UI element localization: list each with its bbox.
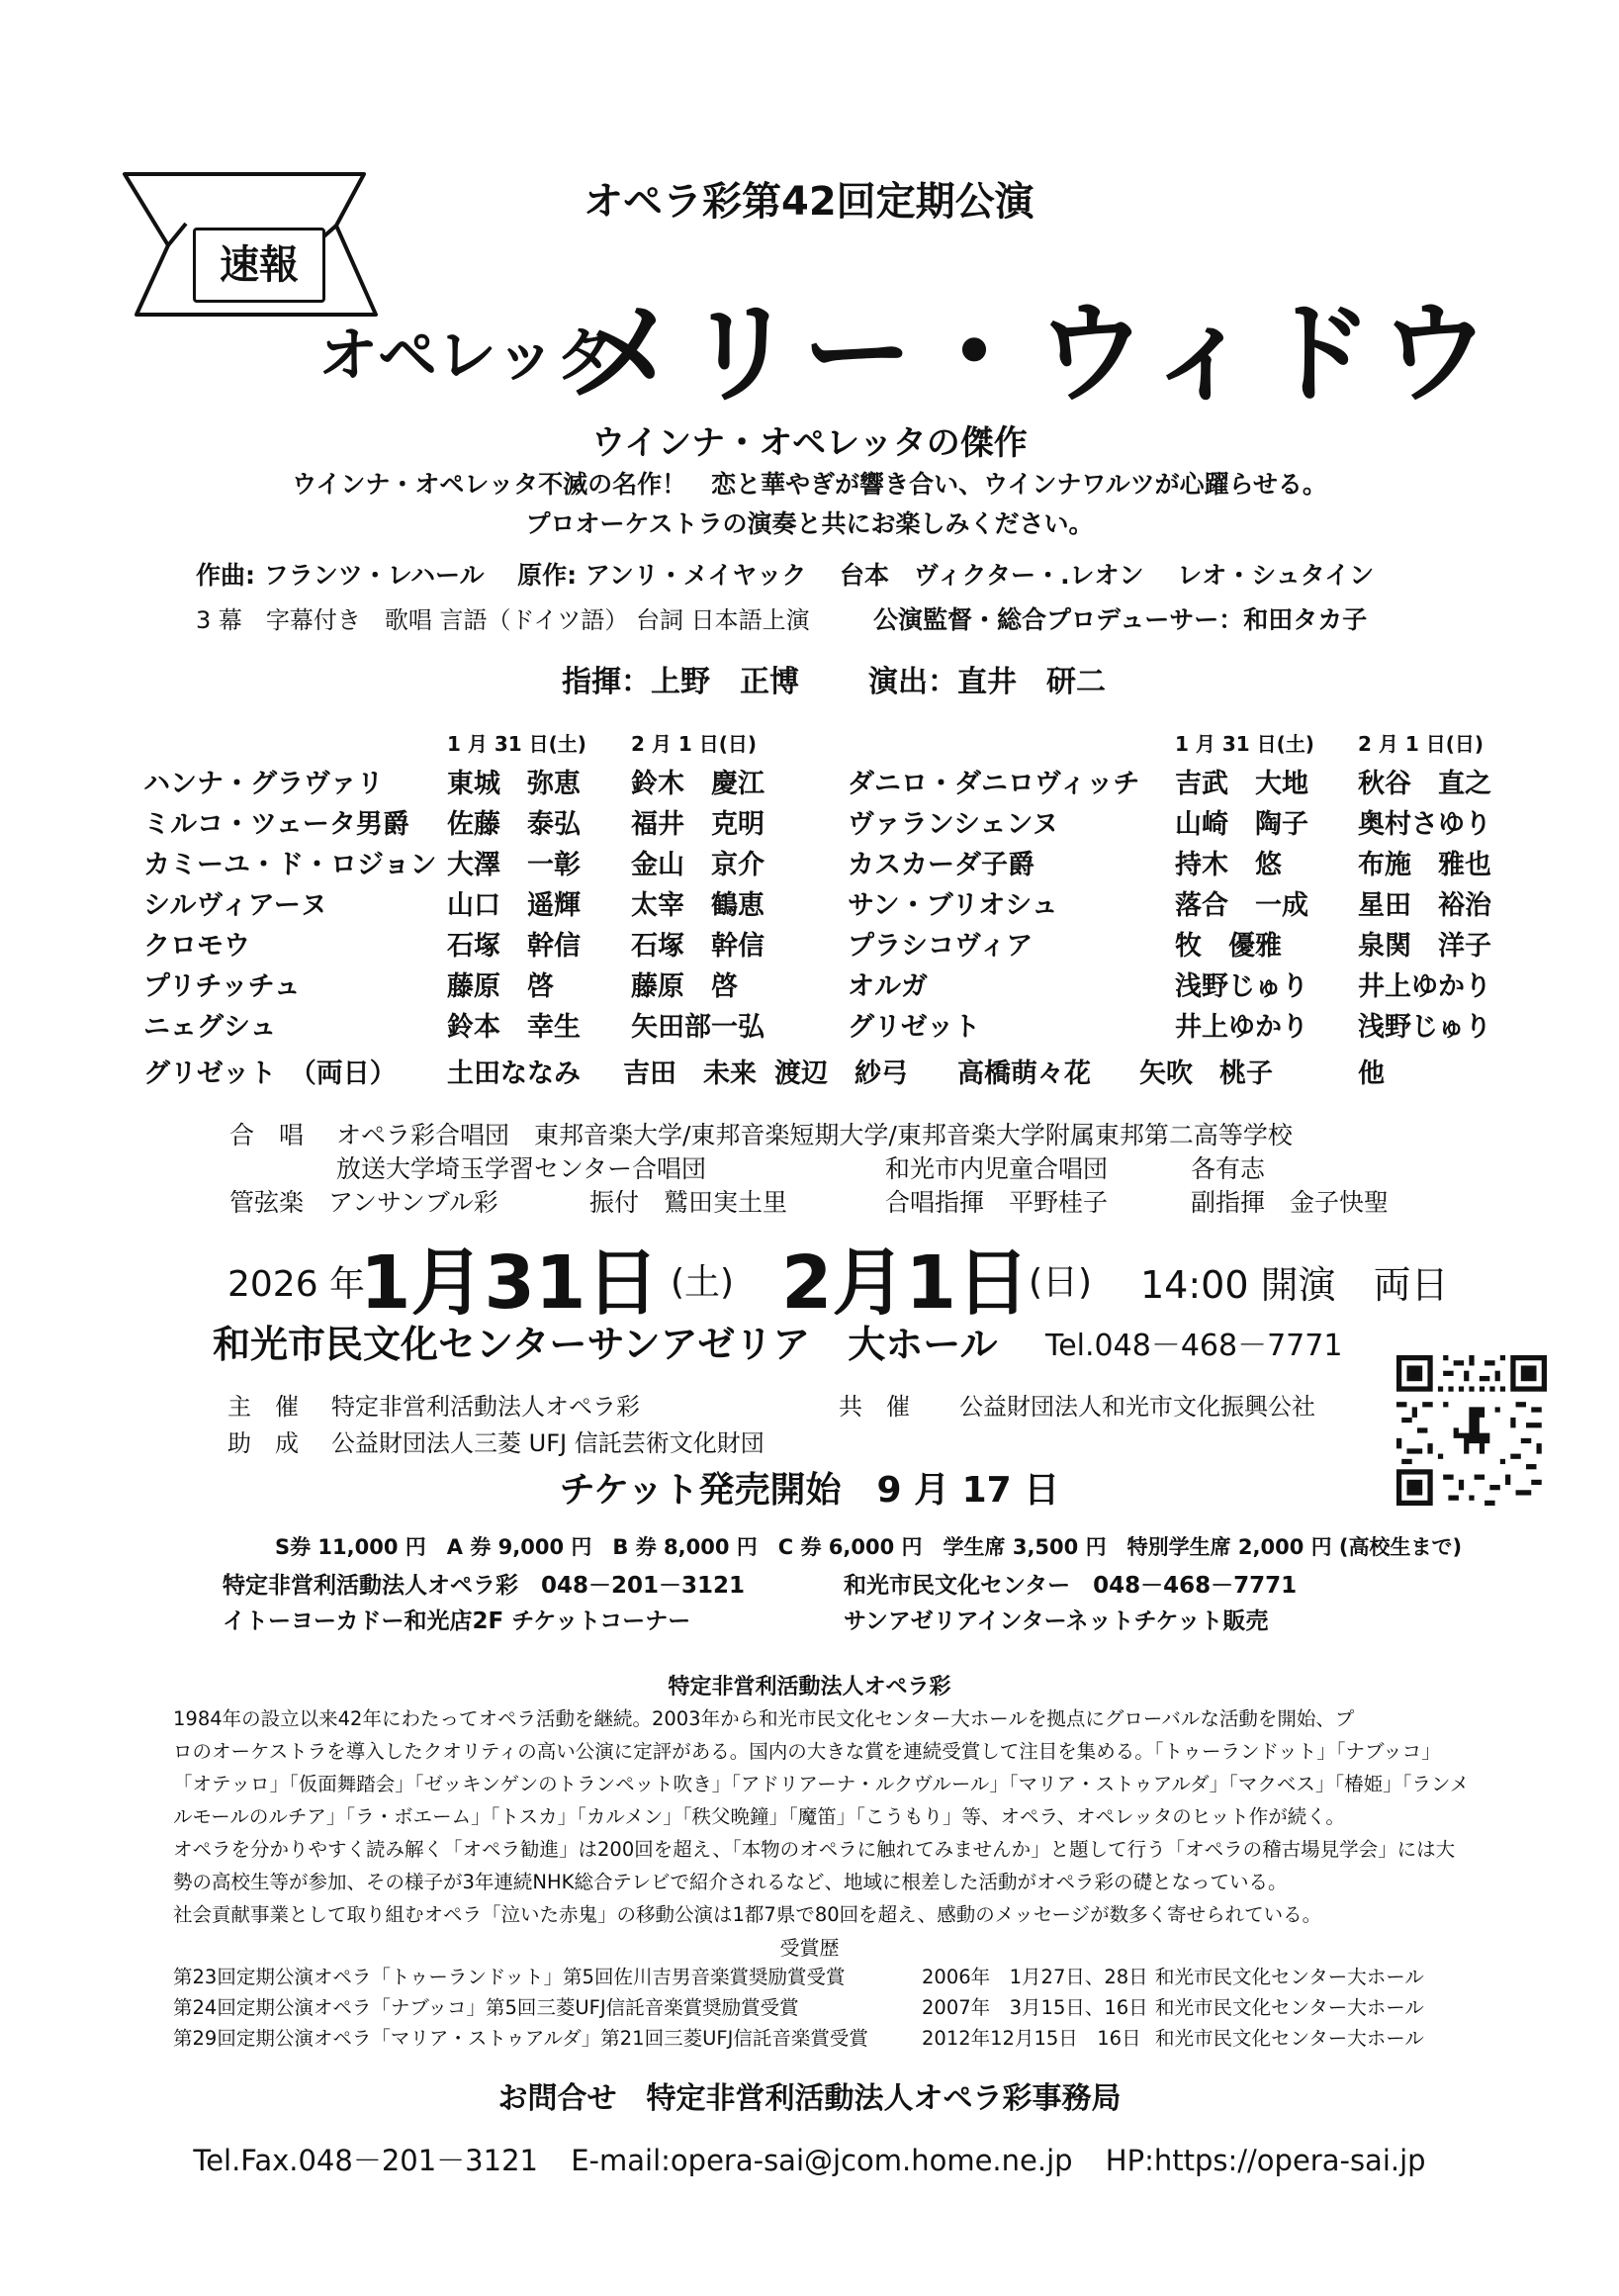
about-line: 勢の高校生等が参加、その様子が3年連続NHK総合テレビで紹介されるなど、地域に根差した活動がオペラ彩の礎となっている。 xyxy=(173,1871,1288,1893)
choreographer: 振付 鷲田実土里 xyxy=(589,1188,788,1217)
cast-name: 落合 一成 xyxy=(1175,890,1308,921)
grisette-role: グリゼット （両日） xyxy=(143,1058,397,1089)
grisette-name: 吉田 未来 xyxy=(623,1058,757,1089)
pre-title: オペラ彩第42回定期公演 xyxy=(584,179,1034,225)
cast-date-header-left-1: 1 月 31 日(土) xyxy=(447,732,586,756)
about-line: オペラを分かりやすく読み解く「オペラ勧進」は200回を超え、「本物のオペラに触れてみませんか」と題して行う「オペラの稽古場見学会」には大 xyxy=(173,1838,1456,1861)
cast-role: ニェグシュ xyxy=(143,1012,277,1043)
award-date: 2007年 3月15日、16日 xyxy=(922,1996,1148,2019)
about-line: ロのオーケストラを導入したクオリティの高い公演に定評がある。国内の大きな賞を連続受賞して注目を集める。「トゥーランドット」「ナブッコ」 xyxy=(173,1740,1441,1763)
cast-role: シルヴィアーヌ xyxy=(143,890,327,921)
contact-email[interactable]: E-mail:opera-sai@jcom.home.ne.jp xyxy=(571,2144,1073,2177)
about-line: 1984年の設立以来42年にわたってオペラ活動を継続。2003年から和光市民文化センター大ホールを拠点にグローバルな活動を開始、プ xyxy=(173,1707,1355,1730)
awards-title: 受賞歴 xyxy=(779,1936,840,1960)
chorus-volunteers: 各有志 xyxy=(1191,1154,1266,1183)
conductor-credit: 指揮：上野 正博 xyxy=(562,665,799,699)
cast-role: プラシコヴィア xyxy=(848,931,1034,962)
support: 公益財団法人三菱 UFJ 信託芸術文化財団 xyxy=(331,1429,765,1457)
co-host-label: 共 催 xyxy=(839,1393,910,1421)
assistant-conductor: 副指揮 金子快聖 xyxy=(1191,1188,1390,1217)
co-host: 公益財団法人和光市文化振興公社 xyxy=(959,1393,1315,1421)
grisette-name: 渡辺 紗弓 xyxy=(774,1058,908,1089)
cast-name: 牧 優雅 xyxy=(1175,931,1282,962)
inquiry: お問合せ 特定非営利活動法人オペラ彩事務局 xyxy=(497,2081,1122,2116)
venue-tel: Tel.048－468－7771 xyxy=(1045,1329,1343,1363)
award-place: 和光市民文化センター大ホール xyxy=(1155,1996,1424,2019)
ticket-prices: S券 11,000 円 A 券 9,000 円 B 券 8,000 円 C 券 6,000 円 学生席 3,500 円 特別学生席 2,000 円 (高校生まで) xyxy=(275,1535,1463,1559)
performance-dow-2: (日) xyxy=(1029,1262,1093,1303)
catchphrase-1: ウインナ・オペレッタ不滅の名作！ 恋と華やぎが響き合い、ウインナワルツが心躍らせる。 xyxy=(292,470,1327,499)
cast-name: 持木 悠 xyxy=(1175,850,1282,880)
grisette-name: 土田ななみ xyxy=(447,1058,581,1089)
cast-name: 吉武 大地 xyxy=(1175,769,1308,799)
performance-date-1: 1月31日 xyxy=(360,1240,660,1326)
cast-name: 星田 裕治 xyxy=(1358,890,1491,921)
chorus-line-1: オペラ彩合唱団 東邦音楽大学/東邦音楽短期大学/東邦音楽大学附属東邦第二高等学校 xyxy=(336,1121,1293,1149)
about-line: 「オテッロ」「仮面舞踏会」「ゼッキンゲンのトランペット吹き」「アドリアーナ・ルクヴルール」「マリア・ストゥアルダ」「マクベス」「椿姫」「ランメ xyxy=(173,1773,1470,1795)
host: 特定非営利活動法人オペラ彩 xyxy=(331,1393,640,1421)
cast-name: 藤原 啓 xyxy=(631,971,738,1002)
cast-role: ヴァランシェンヌ xyxy=(848,809,1059,840)
cast-name: 鈴本 幸生 xyxy=(447,1012,581,1043)
cast-role: オルガ xyxy=(848,971,928,1002)
cast-name: 石塚 幹信 xyxy=(631,931,765,962)
contact-homepage[interactable]: HP:https://opera-sai.jp xyxy=(1105,2144,1426,2177)
cast-role: プリチッチュ xyxy=(143,971,301,1002)
chorus-master: 合唱指揮 平野桂子 xyxy=(885,1188,1109,1217)
cast-name: 浅野じゅり xyxy=(1358,1012,1491,1043)
cast-name: 泉関 洋子 xyxy=(1358,931,1491,962)
cast-role: サン・ブリオシュ xyxy=(848,890,1058,921)
performance-date-2: 2月1日 xyxy=(781,1240,1030,1326)
cast-name: 鈴木 慶江 xyxy=(631,769,765,799)
cast-name: 布施 雅也 xyxy=(1358,850,1491,880)
subtitle: ウインナ・オペレッタの傑作 xyxy=(591,423,1028,463)
performance-time: 14:00 開演 両日 xyxy=(1140,1263,1449,1307)
contact-line xyxy=(0,2139,1619,2179)
grisette-name: 矢吹 桃子 xyxy=(1139,1058,1273,1089)
award-text: 第29回定期公演オペラ「マリア・ストゥアルダ」第21回三菱UFJ信託音楽賞受賞 xyxy=(173,2027,868,2050)
page-title: メリー・ウィドウ xyxy=(569,289,1496,418)
ticket-outlet-4: サンアゼリアインターネットチケット販売 xyxy=(844,1608,1269,1634)
producer-credit: 公演監督・総合プロデューサー：和田タカ子 xyxy=(873,605,1368,634)
about-line: ルモールのルチア」「ラ・ボエーム」「トスカ」「カルメン」「秩父晩鐘」「魔笛」「こうもり」等、オペラ、オペレッタのヒット作が続く。 xyxy=(173,1805,1345,1828)
performance-dow-1: (土) xyxy=(671,1262,735,1303)
chorus-line-2: 放送大学埼玉学習センター合唱団 xyxy=(336,1154,707,1183)
cast-name: 金山 京介 xyxy=(631,850,765,880)
credits-line-2: 3 幕 字幕付き 歌唱 言語（ドイツ語） 台詞 日本語上演 xyxy=(196,606,810,634)
cast-role: ハンナ・グラヴァリ xyxy=(143,769,384,799)
cast-name: 浅野じゅり xyxy=(1175,971,1308,1002)
credits-line-1: 作曲: フランツ・レハール 原作: アンリ・メイヤック 台本 ヴィクター・.レオン レオ・シュタイン xyxy=(196,561,1375,590)
award-date: 2006年 1月27日、28日 xyxy=(922,1966,1148,1988)
genre-label: オペレッタ xyxy=(318,321,615,391)
catchphrase-2: プロオーケストラの演奏と共にお楽しみください。 xyxy=(525,509,1094,538)
contact-tel: Tel.Fax.048－201－3121 xyxy=(193,2144,538,2177)
cast-name: 福井 克明 xyxy=(631,809,765,840)
cast-name: 山口 遥輝 xyxy=(447,890,581,921)
grisette-name: 高橋萌々花 xyxy=(957,1058,1091,1089)
cast-name: 秋谷 直之 xyxy=(1358,769,1491,799)
cast-name: 山崎 陶子 xyxy=(1175,809,1308,840)
venue: 和光市民文化センターサンアゼリア 大ホール xyxy=(213,1323,998,1366)
ticket-sale-start: チケット発売開始 9 月 17 日 xyxy=(559,1470,1060,1511)
ticket-outlet-2: 和光市民文化センター 048－468－7771 xyxy=(844,1573,1298,1599)
ticket-outlet-3: イトーヨーカドー和光店2F チケットコーナー xyxy=(223,1608,691,1634)
cast-name: 東城 弥恵 xyxy=(447,769,581,799)
director-credit: 演出：直井 研二 xyxy=(868,665,1106,699)
cast-name: 奥村さゆり xyxy=(1358,809,1491,840)
cast-role: カミーユ・ド・ロジョン xyxy=(143,850,437,880)
host-label: 主 催 xyxy=(227,1393,299,1421)
cast-role: グリゼット xyxy=(848,1012,981,1043)
grisette-etc: 他 xyxy=(1358,1058,1385,1089)
cast-name: 藤原 啓 xyxy=(447,971,554,1002)
cast-role: クロモウ xyxy=(143,931,250,962)
cast-name: 井上ゆかり xyxy=(1175,1012,1308,1043)
cast-name: 大澤 一彰 xyxy=(447,850,581,880)
award-place: 和光市民文化センター大ホール xyxy=(1155,1966,1424,1988)
cast-date-header-left-2: 2 月 1 日(日) xyxy=(631,732,758,756)
chorus-children: 和光市内児童合唱団 xyxy=(885,1154,1109,1183)
about-line: 社会貢献事業として取り組むオペラ「泣いた赤鬼」の移動公演は1都7県で80回を超え、感動のメッセージが数多く寄せられている。 xyxy=(173,1903,1322,1926)
orchestra: 管弦楽 アンサンブル彩 xyxy=(229,1188,498,1217)
cast-role: カスカーダ子爵 xyxy=(848,850,1034,880)
ticket-outlet-1: 特定非営利活動法人オペラ彩 048－201－3121 xyxy=(223,1573,746,1599)
support-label: 助 成 xyxy=(227,1429,299,1457)
cast-date-header-right-2: 2 月 1 日(日) xyxy=(1358,732,1484,756)
cast-name: 佐藤 泰弘 xyxy=(447,809,581,840)
cast-name: 井上ゆかり xyxy=(1358,971,1491,1002)
about-title: 特定非営利活動法人オペラ彩 xyxy=(668,1675,951,1699)
cast-name: 太宰 鶴恵 xyxy=(631,890,765,921)
breaking-news-badge: 速報 xyxy=(193,228,325,303)
chorus-label: 合 唱 xyxy=(229,1121,305,1149)
cast-role: ミルコ・ツェータ男爵 xyxy=(143,809,409,840)
cast-name: 石塚 幹信 xyxy=(447,931,581,962)
award-place: 和光市民文化センター大ホール xyxy=(1155,2027,1424,2050)
cast-role: ダニロ・ダニロヴィッチ xyxy=(848,769,1140,799)
award-text: 第24回定期公演オペラ「ナブッコ」第5回三菱UFJ信託音楽賞奨励賞受賞 xyxy=(173,1996,799,2019)
cast-name: 矢田部一弘 xyxy=(631,1012,765,1043)
cast-date-header-right-1: 1 月 31 日(土) xyxy=(1175,732,1314,756)
award-date: 2012年12月15日 16日 xyxy=(922,2027,1141,2050)
award-text: 第23回定期公演オペラ「トゥーランドット」第5回佐川吉男音楽賞奨励賞受賞 xyxy=(173,1966,846,1988)
performance-year: 2026 年 xyxy=(227,1264,366,1305)
